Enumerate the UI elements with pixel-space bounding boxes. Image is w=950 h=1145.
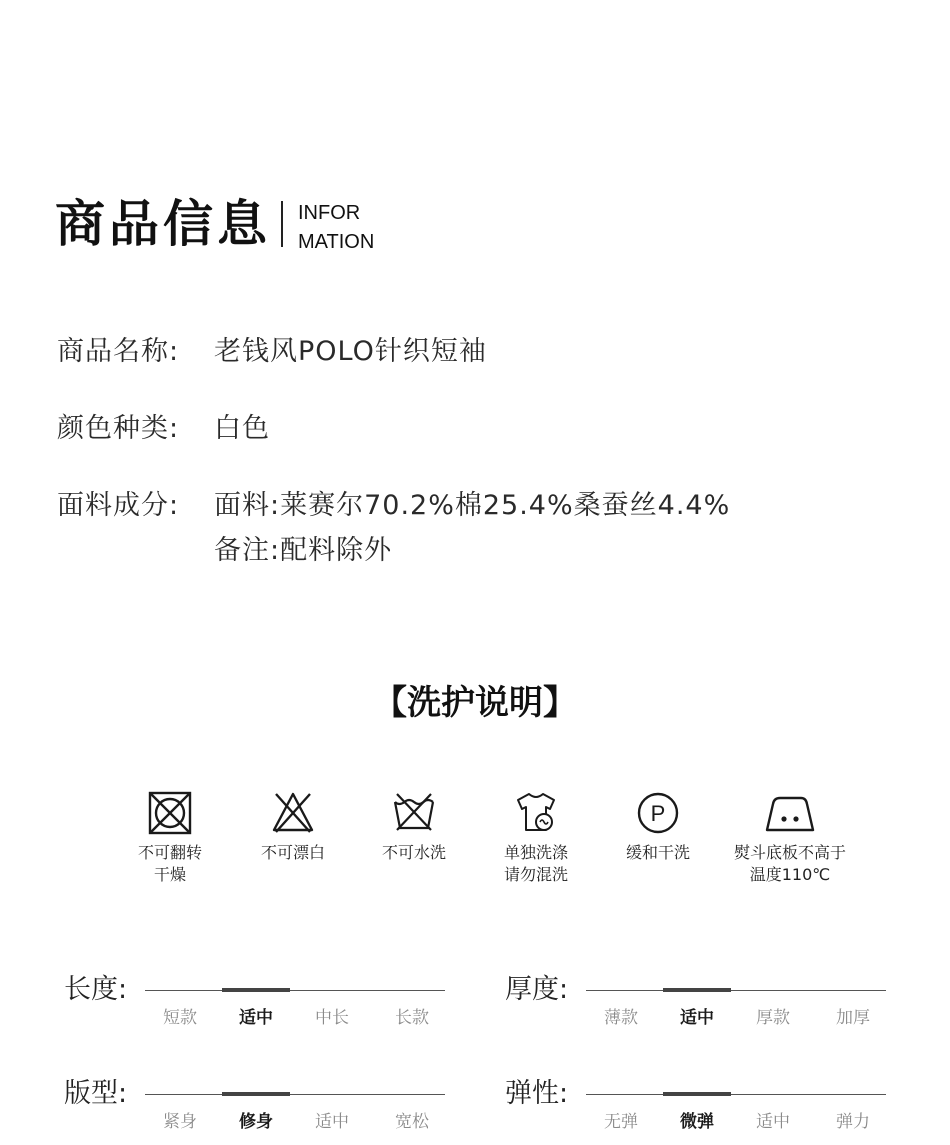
- fit-option-regular: 适中: [315, 1112, 349, 1132]
- elasticity-option-none: 无弹: [604, 1112, 638, 1132]
- fit-option-tight: 紧身: [163, 1112, 197, 1132]
- fit-option-loose: 宽松: [395, 1112, 429, 1132]
- elasticity-option-slight: 微弹: [680, 1112, 714, 1132]
- info-row-color: [57, 409, 270, 449]
- info-row-name: [57, 332, 487, 372]
- length-label: 长度:: [64, 974, 128, 1005]
- page-title: 商品信息: [55, 195, 271, 253]
- length-scale-marker: [222, 988, 290, 992]
- care-label: 熨斗底板不高于 温度110℃: [733, 843, 846, 884]
- fabric-note: 备注:配料除外: [214, 535, 393, 566]
- iron-icon: [763, 790, 817, 836]
- fit-option-slim: 修身: [239, 1112, 273, 1132]
- elasticity-option-medium: 适中: [756, 1112, 790, 1132]
- wash-separately-icon: [513, 790, 559, 836]
- fit-scale-line: [145, 1094, 445, 1095]
- gentle-dry-clean-icon: [635, 790, 681, 836]
- elasticity-label: 弹性:: [505, 1078, 569, 1109]
- fit-label: 版型:: [64, 1078, 128, 1109]
- thickness-label: 厚度:: [505, 974, 569, 1005]
- thickness-option-extra-thick: 加厚: [836, 1008, 870, 1028]
- no-bleach-icon: [270, 790, 316, 836]
- elasticity-scale-line: [586, 1094, 886, 1095]
- length-option-medium: 适中: [239, 1008, 273, 1028]
- fit-scale-marker: [222, 1092, 290, 1096]
- fabric-label: 面料成分:: [57, 490, 180, 521]
- care-label: 单独洗涤 请勿混洗: [503, 843, 568, 884]
- care-item-iron: [715, 790, 865, 886]
- color-label: 颜色种类:: [57, 413, 180, 444]
- care-label: 不可翻转 干燥: [137, 843, 202, 884]
- name-value: 老钱风POLO针织短袖: [214, 336, 487, 367]
- no-tumble-dry-icon: [147, 790, 193, 836]
- title-divider: [281, 201, 283, 247]
- thickness-scale-marker: [663, 988, 731, 992]
- care-label: 缓和干洗: [625, 843, 690, 862]
- info-row-fabric-note: [57, 531, 393, 571]
- thickness-option-thick: 厚款: [756, 1008, 790, 1028]
- name-label: 商品名称:: [57, 336, 180, 367]
- length-option-short: 短款: [163, 1008, 197, 1028]
- page-title-english: [298, 199, 374, 257]
- no-wash-icon: [391, 790, 437, 836]
- svg-text:P: P: [650, 801, 666, 826]
- elasticity-scale-marker: [663, 1092, 731, 1096]
- title-en-line1: INFOR: [298, 202, 361, 224]
- care-title: 【洗护说明】: [373, 683, 577, 723]
- elasticity-option-stretch: 弹力: [836, 1112, 870, 1132]
- title-en-line2: MATION: [298, 231, 375, 253]
- fabric-value: 面料:莱赛尔70.2%棉25.4%桑蚕丝4.4%: [214, 490, 731, 521]
- care-label: 不可漂白: [260, 843, 325, 862]
- thickness-scale-line: [586, 990, 886, 991]
- length-scale-line: [145, 990, 445, 991]
- color-value: 白色: [214, 413, 270, 444]
- care-label: 不可水洗: [381, 843, 446, 862]
- info-row-fabric: [57, 486, 731, 526]
- thickness-option-thin: 薄款: [604, 1008, 638, 1028]
- thickness-option-medium: 适中: [680, 1008, 714, 1028]
- length-option-mid-long: 中长: [315, 1008, 349, 1028]
- length-option-long: 长款: [395, 1008, 429, 1028]
